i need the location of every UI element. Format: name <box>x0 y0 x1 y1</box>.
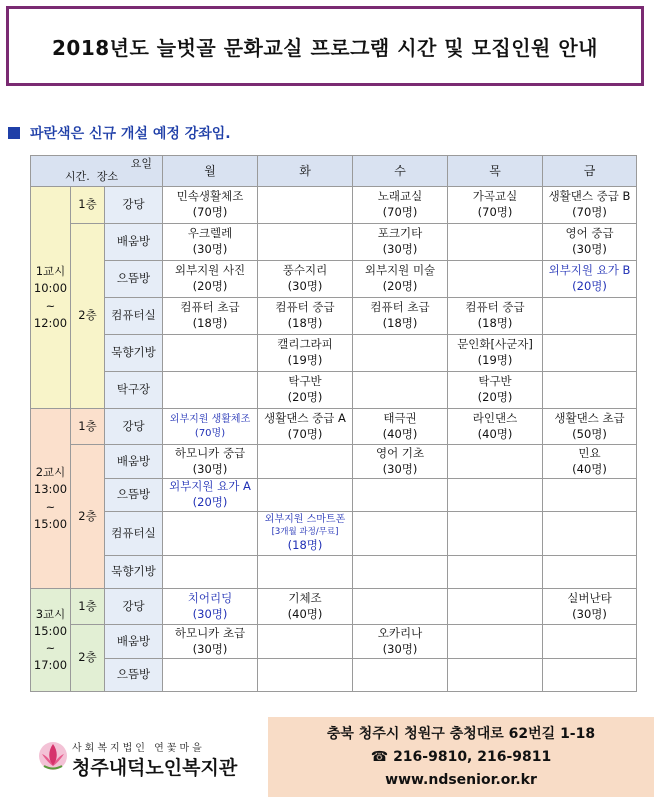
class-count: (40명) <box>382 426 418 441</box>
schedule-table <box>30 155 637 692</box>
class-name: 탁구반 <box>288 374 322 389</box>
floor-cell: 1층 <box>71 187 105 224</box>
class-cell <box>543 659 637 692</box>
period-end: 15:00 <box>33 516 68 531</box>
class-cell <box>258 298 353 335</box>
legend-note-text: 파란색은 신규 개설 예정 강좌임. <box>30 126 231 142</box>
class-count: (18명) <box>477 316 513 330</box>
table-row <box>31 556 637 589</box>
legend-note <box>8 123 231 143</box>
class-cell <box>163 372 258 409</box>
class-cell <box>163 261 258 298</box>
place-header-label: 장소 <box>96 170 119 184</box>
class-name: 외부지원 사진 <box>174 263 246 278</box>
period-cell <box>31 187 71 409</box>
class-name: 민속생활체조 <box>176 189 244 204</box>
class-cell <box>163 512 258 556</box>
class-count: (70명) <box>382 205 418 219</box>
class-count: (30명) <box>572 606 607 621</box>
table-row <box>31 298 637 335</box>
class-count: (19명) <box>287 353 323 367</box>
room-cell: 묵향기방 <box>105 335 163 372</box>
contact-box <box>268 717 654 797</box>
org-subtitle: 사회복지법인 연꽃마을 <box>72 743 205 754</box>
period-cell <box>31 409 71 589</box>
class-name: 외부지원 스마트폰 <box>264 514 346 526</box>
class-cell <box>258 556 353 589</box>
class-count: (40명) <box>287 606 323 621</box>
period-name: 2교시 <box>35 465 66 479</box>
class-cell <box>163 224 258 261</box>
class-cell <box>543 187 637 224</box>
class-name: 하모니카 초급 <box>174 625 246 640</box>
class-cell <box>448 512 543 556</box>
class-cell <box>353 261 448 298</box>
class-count: (70명) <box>572 205 607 219</box>
class-cell-new <box>543 261 637 298</box>
class-cell <box>543 298 637 335</box>
class-cell-new <box>258 512 353 556</box>
table-row <box>31 372 637 409</box>
class-count: (30명) <box>192 461 228 476</box>
class-name: 생활댄스 중급 A <box>264 410 346 425</box>
class-count: (70명) <box>194 427 226 439</box>
table-row <box>31 187 637 224</box>
floor-cell: 1층 <box>71 409 105 445</box>
class-name: 외부지원 요가 B <box>548 263 631 278</box>
class-cell <box>448 445 543 479</box>
class-name: 외부지원 미술 <box>364 263 436 278</box>
class-cell <box>163 298 258 335</box>
class-count: (20명) <box>477 390 513 404</box>
time-header-label: 시간. <box>65 170 90 184</box>
room-cell: 강당 <box>105 589 163 625</box>
class-name: 컴퓨터 중급 <box>275 300 335 315</box>
class-count: (20명) <box>572 279 607 293</box>
class-cell <box>258 409 353 445</box>
table-row <box>31 659 637 692</box>
class-count: (30명) <box>192 242 228 256</box>
day-header: 수 <box>353 156 448 187</box>
class-cell <box>543 409 637 445</box>
period-start: 13:00 <box>33 482 68 497</box>
class-count: (30명) <box>382 641 418 656</box>
class-name: 민요 <box>578 445 601 460</box>
class-count: (18명) <box>287 316 323 330</box>
class-cell <box>543 372 637 409</box>
class-cell <box>353 659 448 692</box>
class-name: 생활댄스 초급 <box>554 410 625 425</box>
class-cell <box>163 659 258 692</box>
class-cell <box>163 335 258 372</box>
class-count: (30명) <box>192 641 228 656</box>
day-header: 목 <box>448 156 543 187</box>
class-count: (40명) <box>477 426 513 441</box>
period-tilde: ~ <box>45 298 56 313</box>
org-name: 청주내덕노인복지관 <box>72 757 238 779</box>
period-name: 3교시 <box>35 606 66 621</box>
class-name: 컴퓨터 초급 <box>370 300 430 315</box>
class-cell <box>448 335 543 372</box>
class-count: (20명) <box>192 495 228 509</box>
class-cell <box>353 224 448 261</box>
period-end: 17:00 <box>33 658 68 673</box>
class-name: 탁구반 <box>478 374 512 389</box>
class-cell <box>353 445 448 479</box>
class-name: 실버난타 <box>567 590 612 605</box>
class-count: (50명) <box>572 426 607 441</box>
room-cell: 컴퓨터실 <box>105 512 163 556</box>
class-name: 라인댄스 <box>472 410 518 425</box>
class-cell <box>448 625 543 659</box>
class-cell <box>163 187 258 224</box>
period-start: 15:00 <box>33 623 68 638</box>
class-cell <box>448 261 543 298</box>
class-cell <box>448 298 543 335</box>
class-cell <box>448 659 543 692</box>
class-count: (70명) <box>477 205 513 219</box>
class-cell <box>353 556 448 589</box>
period-tilde: ~ <box>45 641 56 655</box>
class-cell <box>353 479 448 512</box>
corner-header <box>31 156 163 187</box>
class-cell <box>258 335 353 372</box>
room-cell: 배움방 <box>105 445 163 479</box>
class-cell <box>543 479 637 512</box>
square-bullet-icon <box>8 127 20 139</box>
table-row <box>31 445 637 479</box>
class-name: 문인화[사군자] <box>457 337 533 352</box>
class-cell <box>258 625 353 659</box>
room-cell: 탁구장 <box>105 372 163 409</box>
class-name: 캘리그라피 <box>277 337 333 352</box>
class-cell <box>353 187 448 224</box>
phone-number: 216-9810, 216-9811 <box>393 749 552 765</box>
floor-cell: 2층 <box>71 625 105 692</box>
website: www.ndsenior.or.kr <box>385 772 537 788</box>
class-cell <box>448 589 543 625</box>
class-count: (19명) <box>477 353 513 367</box>
day-header: 금 <box>543 156 637 187</box>
table-row <box>31 589 637 625</box>
class-name: 포크기타 <box>377 226 423 241</box>
class-name: 태극권 <box>383 410 417 425</box>
class-cell <box>258 261 353 298</box>
class-cell <box>543 445 637 479</box>
class-cell <box>543 512 637 556</box>
day-header: 월 <box>163 156 258 187</box>
phone-icon: ☎ <box>370 749 389 765</box>
room-cell: 으뜸방 <box>105 659 163 692</box>
floor-cell: 1층 <box>71 589 105 625</box>
class-name: 생활댄스 중급 B <box>548 189 631 204</box>
address: 충북 청주시 청원구 충청대로 62번길 1-18 <box>326 726 596 742</box>
class-name: 외부지원 요가 A <box>169 479 251 494</box>
class-cell <box>353 589 448 625</box>
class-name: 가곡교실 <box>472 189 518 204</box>
class-cell <box>543 625 637 659</box>
room-cell: 묵향기방 <box>105 556 163 589</box>
class-name: 풍수지리 <box>282 263 328 278</box>
class-count: (20명) <box>287 390 323 404</box>
period-tilde: ~ <box>45 499 56 514</box>
class-cell <box>353 335 448 372</box>
class-count: (40명) <box>572 461 607 476</box>
table-row <box>31 409 637 445</box>
class-cell <box>448 187 543 224</box>
class-cell <box>448 224 543 261</box>
class-cell <box>258 224 353 261</box>
class-cell <box>448 372 543 409</box>
class-cell <box>543 556 637 589</box>
title-box <box>6 6 644 86</box>
class-name: 외부지원 생활체조 <box>169 414 251 425</box>
class-cell <box>353 409 448 445</box>
class-cell <box>258 187 353 224</box>
class-cell <box>163 556 258 589</box>
class-name: 노래교실 <box>377 189 423 204</box>
table-row <box>31 625 637 659</box>
class-count: (20명) <box>192 279 228 293</box>
period-name: 1교시 <box>35 264 66 278</box>
class-count: (70명) <box>287 426 323 441</box>
class-cell <box>258 589 353 625</box>
class-count: (18명) <box>192 316 228 330</box>
class-name: 컴퓨터 중급 <box>465 300 525 315</box>
class-name: 오카리나 <box>377 625 423 640</box>
class-cell <box>448 409 543 445</box>
class-cell <box>258 659 353 692</box>
period-end: 12:00 <box>33 315 68 330</box>
class-count: (18명) <box>382 316 418 330</box>
day-header-label: 요일 <box>130 157 153 170</box>
class-cell <box>258 372 353 409</box>
class-count: (30명) <box>382 461 418 476</box>
lotus-logo-icon <box>38 740 68 772</box>
class-cell <box>353 298 448 335</box>
class-cell <box>258 479 353 512</box>
class-cell <box>448 556 543 589</box>
class-name: 영어 중급 <box>565 226 614 241</box>
table-row <box>31 479 637 512</box>
table-row <box>31 224 637 261</box>
class-name: 영어 기초 <box>375 445 425 460</box>
class-cell-new <box>163 589 258 625</box>
class-cell <box>163 445 258 479</box>
room-cell: 으뜸방 <box>105 479 163 512</box>
table-row <box>31 261 637 298</box>
floor-cell: 2층 <box>71 224 105 409</box>
class-count: (70명) <box>192 205 228 219</box>
class-cell <box>353 512 448 556</box>
room-cell: 강당 <box>105 409 163 445</box>
class-count: (20명) <box>382 279 418 293</box>
room-cell: 강당 <box>105 187 163 224</box>
room-cell: 배움방 <box>105 625 163 659</box>
class-count: (30명) <box>382 242 418 256</box>
period-cell <box>31 589 71 692</box>
class-name: 컴퓨터 초급 <box>180 300 240 315</box>
table-row <box>31 335 637 372</box>
class-cell <box>543 224 637 261</box>
class-name: 하모니카 중급 <box>174 445 246 460</box>
class-cell <box>448 479 543 512</box>
class-count: (18명) <box>287 538 323 553</box>
class-count: (30명) <box>287 279 323 293</box>
class-cell <box>258 445 353 479</box>
class-name: 우크렐레 <box>187 226 233 241</box>
class-name: 치어리딩 <box>187 590 233 605</box>
class-name: 기체조 <box>288 590 322 605</box>
class-cell-new <box>163 479 258 512</box>
class-cell <box>353 625 448 659</box>
class-cell <box>543 589 637 625</box>
class-count: (30명) <box>192 606 228 621</box>
class-cell <box>353 372 448 409</box>
header-row <box>31 156 637 187</box>
page-title: 2018년도 늘벗골 문화교실 프로그램 시간 및 모집인원 안내 <box>52 35 598 60</box>
class-count: (30명) <box>572 242 607 256</box>
class-cell <box>543 335 637 372</box>
room-cell: 배움방 <box>105 224 163 261</box>
room-cell: 컴퓨터실 <box>105 298 163 335</box>
room-cell: 으뜸방 <box>105 261 163 298</box>
class-cell-new <box>163 409 258 445</box>
class-detail: [3개월 과정/무료] <box>271 526 339 537</box>
day-header: 화 <box>258 156 353 187</box>
floor-cell: 2층 <box>71 445 105 589</box>
table-row <box>31 512 637 556</box>
class-cell <box>163 625 258 659</box>
period-start: 10:00 <box>33 281 68 296</box>
